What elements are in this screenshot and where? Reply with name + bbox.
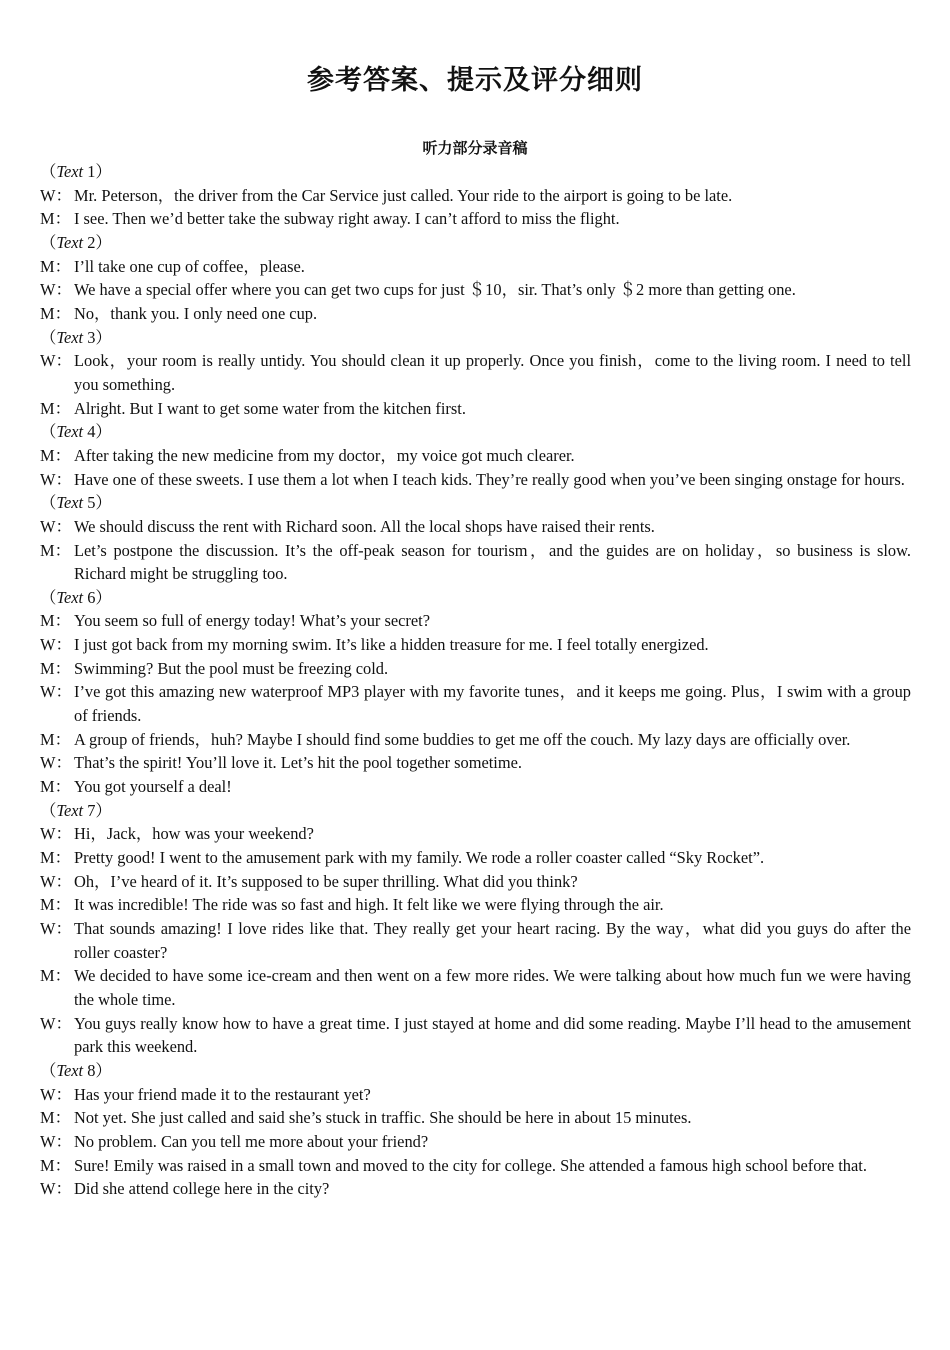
dialogue-text: You got yourself a deal! [74, 777, 232, 797]
speaker-label: W： [40, 351, 72, 371]
speaker-label: M： [40, 256, 71, 276]
speaker-label: M： [40, 209, 71, 229]
dialogue-text: Oh，I’ve heard of it. It’s supposed to be super thrilling. What did you think? [74, 871, 578, 891]
text-heading-label: Text [56, 587, 84, 607]
dialogue-text: You guys really know how to have a great time. I just stayed at home and did some reading. Maybe I’ll head to the amusement park this weekend. [74, 1013, 911, 1057]
dialogue-text: That sounds amazing! I love rides like that. They really get your heart racing. By the way，what did you guys do after the roller coaster? [74, 919, 911, 962]
dialogue-line [40, 680, 911, 727]
dialogue-line [40, 1154, 911, 1178]
speaker-label: W： [40, 919, 72, 938]
dialogue-line [40, 444, 911, 468]
dialogue-line [40, 846, 911, 870]
speaker-label: M： [40, 895, 71, 915]
dialogue-line [40, 751, 911, 775]
speaker-label: W： [40, 469, 72, 489]
speaker-label: M： [40, 777, 71, 797]
dialogue-text: That’s the spirit! You’ll love it. Let’s hit the pool together sometime. [74, 753, 522, 773]
dialogue-text: Mr. Peterson，the driver from the Car Service just called. Your ride to the airport is going to be late. [74, 185, 733, 205]
dialogue-text: Look，your room is really untidy. You should clean it up properly. Once you finish，come to the living room. I need to tell you something. [74, 351, 911, 394]
dialogue-line [40, 633, 911, 657]
speaker-label: W： [40, 280, 72, 300]
text-heading-label: Text [56, 493, 84, 513]
speaker-label: M： [40, 729, 71, 749]
dialogue-text: It was incredible! The ride was so fast and high. It felt like we were flying through the air. [74, 895, 664, 915]
text-heading: （Text 4） [40, 422, 112, 442]
page-title: 参考答案、提示及评分细则 [307, 65, 643, 96]
speaker-label: W： [40, 1084, 72, 1104]
dialogue-line [40, 964, 911, 1011]
dialogue-text: Have one of these sweets. I use them a lot when I teach kids. They’re really good when you’ve been singing onstage for hours. [74, 469, 905, 489]
dialogue-text: Pretty good! I went to the amusement park with my family. We rode a roller coaster called “Sky Rocket”. [74, 848, 765, 868]
speaker-label: W： [40, 185, 72, 205]
dialogue-text: After taking the new medicine from my doctor，my voice got much clearer. [74, 445, 575, 465]
dialogue-line [40, 349, 911, 396]
text-heading-number: 6 [87, 587, 96, 607]
dialogue-line [40, 184, 911, 208]
speaker-label: W： [40, 516, 72, 536]
dialogue-line [40, 728, 911, 752]
dialogue-text: Sure! Emily was raised in a small town and moved to the city for college. She attended a famous high school before that. [74, 1155, 867, 1175]
speaker-label: W： [40, 682, 72, 702]
dialogue-line [40, 278, 911, 302]
dialogue-text: Let’s postpone the discussion. It’s the off-peak season for tourism，and the guides are on holiday，so business is slow. Richard might be struggling too. [74, 540, 911, 584]
speaker-label: M： [40, 611, 71, 631]
dialogue-text: You seem so full of energy today! What’s your secret? [74, 611, 430, 631]
dialogue-line [40, 609, 911, 633]
text-heading-label: Text [56, 1060, 84, 1080]
text-heading-label: Text [56, 162, 84, 181]
dialogue-line [40, 1177, 911, 1201]
text-heading: （Text 1） [40, 162, 112, 181]
text-heading-number: 2 [87, 232, 96, 252]
text-heading-number: 3 [87, 327, 96, 347]
speaker-label: W： [40, 635, 72, 655]
dialogue-line [40, 822, 911, 846]
dialogue-text: Hi，Jack，how was your weekend? [74, 824, 314, 844]
text-heading: （Text 5） [40, 493, 112, 513]
dialogue-text: Not yet. She just called and said she’s stuck in traffic. She should be here in about 15 minutes. [74, 1108, 692, 1128]
speaker-label: M： [40, 303, 71, 323]
dialogue-line [40, 1012, 911, 1059]
dialogue-line [40, 207, 911, 231]
dialogue-line [40, 1130, 911, 1154]
dialogue-text: I just got back from my morning swim. It’s like a hidden treasure for me. I feel totally energized. [74, 635, 709, 655]
text-heading-number: 4 [87, 422, 96, 442]
text-heading-number: 8 [87, 1060, 96, 1080]
dialogue-text: We should discuss the rent with Richard soon. All the local shops have raised their rents. [74, 516, 655, 536]
dialogue-line [40, 775, 911, 799]
dialogue-text: No problem. Can you tell me more about your friend? [74, 1131, 429, 1151]
dialogue-line [40, 515, 911, 539]
speaker-label: M： [40, 540, 71, 560]
text-heading-label: Text [56, 327, 84, 347]
text-heading: （Text 8） [40, 1060, 112, 1080]
dialogue-text: Did she attend college here in the city? [74, 1179, 330, 1199]
speaker-label: M： [40, 1155, 71, 1175]
speaker-label: M： [40, 398, 71, 418]
dialogue-line [40, 870, 911, 894]
speaker-label: W： [40, 871, 72, 891]
dialogue-line [40, 255, 911, 279]
speaker-label: M： [40, 966, 71, 986]
dialogue-line [40, 468, 911, 492]
text-heading: （Text 2） [40, 232, 112, 252]
dialogue-line [40, 1106, 911, 1130]
text-heading: （Text 6） [40, 587, 112, 607]
speaker-label: M： [40, 1108, 71, 1128]
dialogue-text: A group of friends，huh? Maybe I should find some buddies to get me off the couch. My lazy days are officially over. [74, 729, 851, 749]
dialogue-text: We decided to have some ice-cream and then went on a few more rides. We were talking about how much fun we were having the whole time. [74, 966, 911, 1009]
speaker-label: M： [40, 848, 71, 868]
dialogue-line [40, 397, 911, 421]
speaker-label: W： [40, 1179, 72, 1199]
speaker-label: M： [40, 658, 71, 678]
dialogue-text: Has your friend made it to the restaurant yet? [74, 1084, 371, 1104]
text-heading: （Text 7） [40, 800, 112, 820]
speaker-label: W： [40, 1131, 72, 1151]
speaker-label: W： [40, 1013, 72, 1033]
dialogue-line [40, 657, 911, 681]
dialogue-text: Alright. But I want to get some water from the kitchen first. [74, 398, 466, 418]
section-subtitle: 听力部分录音稿 [422, 139, 528, 157]
dialogue-text: I see. Then we’d better take the subway right away. I can’t afford to miss the flight. [74, 209, 620, 229]
dialogue-text: No，thank you. I only need one cup. [74, 303, 318, 323]
dialogue-text: I’ve got this amazing new waterproof MP3 player with my favorite tunes，and it keeps me going. Plus，I swim with a group of friends. [74, 682, 911, 726]
dialogue-line [40, 539, 911, 586]
speaker-label: W： [40, 824, 72, 844]
text-heading-label: Text [56, 422, 84, 442]
text-heading-number: 7 [87, 800, 96, 820]
dialogue-line [40, 302, 911, 326]
dialogue-text: I’ll take one cup of coffee，please. [74, 256, 305, 276]
text-heading-number: 1 [87, 162, 96, 181]
dialogue-line [40, 893, 911, 917]
speaker-label: W： [40, 753, 72, 773]
text-heading-number: 5 [87, 493, 96, 513]
text-heading-label: Text [56, 232, 84, 252]
speaker-label: M： [40, 445, 71, 465]
dialogue-line [40, 917, 911, 964]
text-heading: （Text 3） [40, 327, 112, 347]
dialogue-text: We have a special offer where you can get two cups for just ＄10，sir. That’s only ＄2 more than getting one. [74, 280, 796, 300]
text-heading-label: Text [56, 800, 84, 820]
dialogue-text: Swimming? But the pool must be freezing cold. [74, 658, 389, 678]
dialogue-line [40, 1083, 911, 1107]
listening-transcript [40, 160, 911, 1201]
